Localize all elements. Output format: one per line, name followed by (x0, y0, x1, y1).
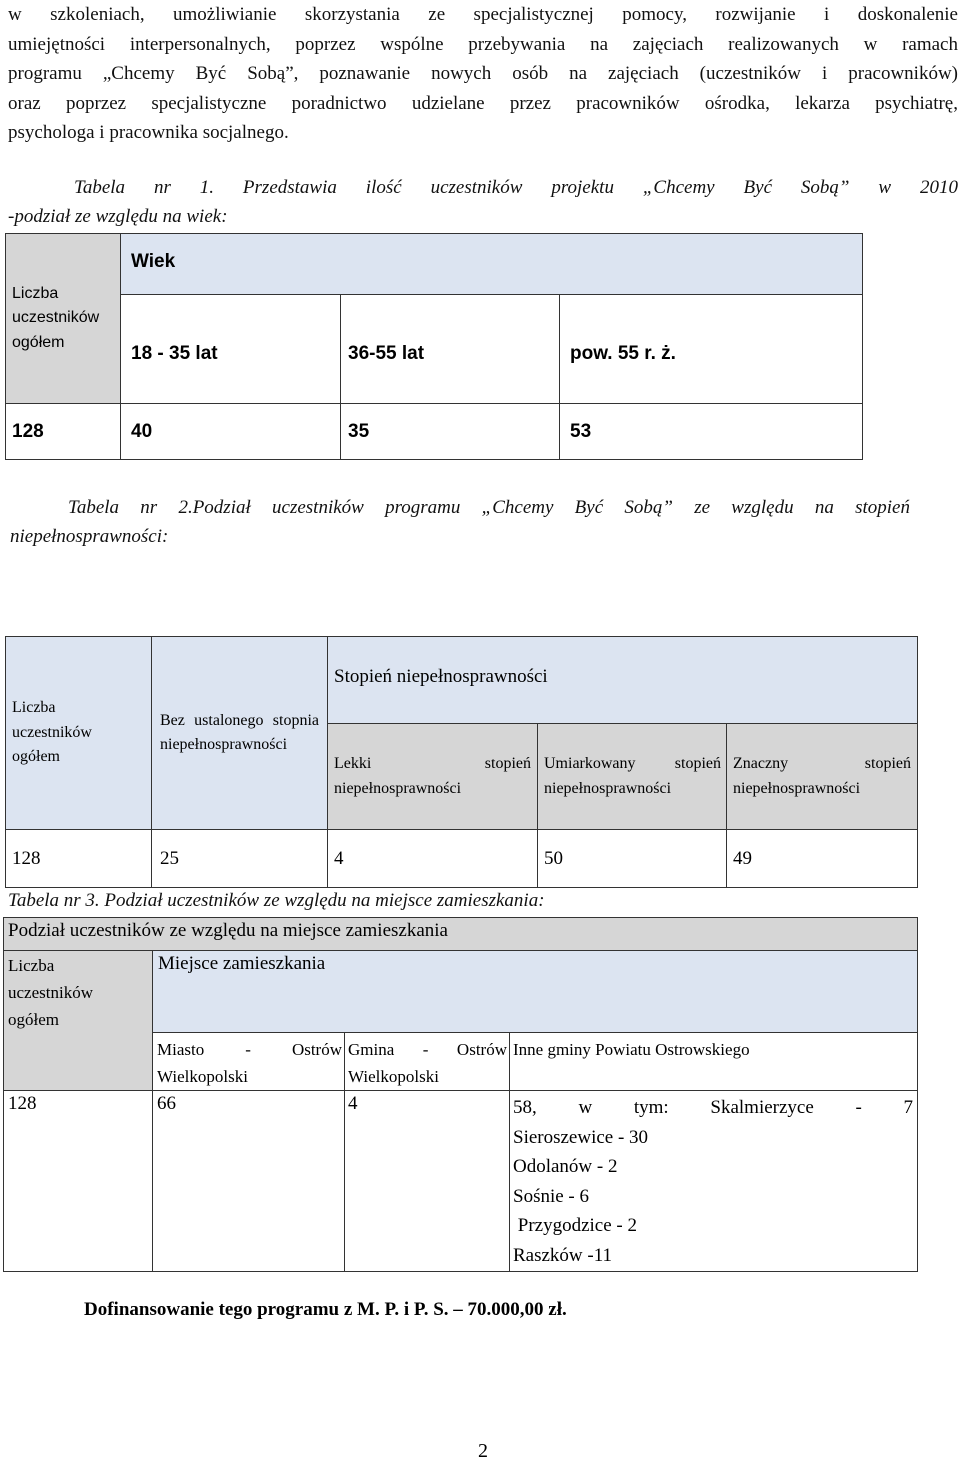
table3-total-value: 128 (8, 1093, 37, 1114)
table2-total-header-cell (6, 637, 152, 830)
city-word: Ostrów (291, 1040, 342, 1059)
table1-total-header: Liczba uczestników ogółem (12, 284, 100, 351)
other-word: 58, (513, 1097, 537, 1118)
table2-no-degree-header-cell (152, 637, 328, 830)
table2-value: 50 (544, 847, 563, 869)
table1-value: 53 (570, 420, 592, 442)
table2-degree-header-cell (328, 637, 918, 724)
other-word: Skalmierzyce (710, 1097, 814, 1118)
other-line: Raszków -11 (513, 1244, 613, 1266)
table3-city-header-cell (153, 1033, 345, 1091)
table3-city-header-line1 (157, 1036, 342, 1063)
table2-total-header: Liczba uczestników ogółem (12, 699, 92, 766)
table2-degree-cell (328, 724, 538, 830)
intro-paragraph (8, 0, 958, 148)
city-word: Miasto (157, 1040, 205, 1059)
table2-degree-label (328, 752, 537, 801)
other-word: w (578, 1097, 593, 1118)
table3-other-value (510, 1091, 917, 1271)
table3-total-header-cell (4, 951, 153, 1091)
table2-total-value: 128 (12, 847, 41, 869)
table1-age-group-cell (341, 295, 560, 404)
table2-total-value-cell (6, 830, 152, 888)
table2-no-degree-header: Bez ustalonego stopnia niepełnosprawności (160, 711, 319, 753)
other-line: Przygodzice - 2 (513, 1215, 637, 1237)
funding-note: Dofinansowanie tego programu z M. P. i P. S. – 70.000,00 zł. (84, 1299, 567, 1320)
table1-value-cell (121, 404, 341, 460)
table3 (3, 917, 918, 1272)
page-number: 2 (478, 1440, 488, 1462)
degree-word: stopień (674, 755, 721, 772)
degree-rest: niepełnosprawności (334, 779, 462, 797)
table3-gmina-header (345, 1033, 509, 1090)
table1-age-group: pow. 55 r. ż. (570, 343, 676, 364)
table2-degree-label-line1 (334, 752, 531, 777)
table2-value: 4 (334, 847, 344, 869)
degree-word: Lekki (334, 755, 372, 772)
other-word: tym: (633, 1097, 669, 1118)
gmina-word: - (422, 1040, 429, 1059)
table3-other-header: Inne gminy Powiatu Ostrowskiego (513, 1040, 750, 1059)
table1-age-group-cell (560, 295, 863, 404)
table1-value: 35 (348, 420, 370, 442)
table1-caption-line2: -podział ze względu na wiek: (8, 206, 228, 227)
intro-line: w szkoleniach, umożliwianie skorzystania ze specjalistycznej pomocy, rozwijanie i doskonalenie (8, 4, 958, 25)
table3-place-header-cell (153, 951, 918, 1033)
table1-caption (74, 173, 958, 202)
degree-word: stopień (864, 755, 911, 772)
table2-degree-cell (538, 724, 727, 830)
table2-value-cell (328, 830, 538, 888)
other-line: Sośnie - 6 (513, 1185, 589, 1207)
table3-gmina-header-cell (345, 1033, 510, 1091)
table1-total-header-cell (6, 234, 121, 404)
table3-total-value-cell (4, 1091, 153, 1272)
city-word: - (245, 1040, 251, 1059)
gmina-word: Gmina (348, 1040, 395, 1059)
table3-other-first-line (513, 1093, 913, 1123)
table3-total-header: Liczba uczestników ogółem (8, 956, 93, 1029)
other-word: - (855, 1097, 862, 1118)
degree-word: stopień (484, 755, 531, 772)
gmina-word: Wielkopolski (348, 1067, 439, 1086)
table2-degree-cell (727, 724, 918, 830)
table2-no-degree-value-cell (152, 830, 328, 888)
table3-gmina-header-line1 (348, 1036, 507, 1063)
table1-age-header: Wiek (131, 251, 176, 272)
table2-caption-line2: niepełnosprawności: (10, 526, 169, 547)
intro-line: psychologa i pracownika socjalnego. (8, 122, 289, 143)
table2-no-degree-value: 25 (160, 847, 179, 869)
table3-title: Podział uczestników ze względu na miejsce zamieszkania (8, 920, 448, 941)
table3-city-value-cell (153, 1091, 345, 1272)
other-word: 7 (903, 1097, 913, 1118)
table2-value-cell (538, 830, 727, 888)
table1 (5, 233, 863, 460)
table2-degree-label-line1 (544, 752, 721, 777)
table1-total-value-cell (6, 404, 121, 460)
table3-title-cell (4, 918, 918, 951)
table3-other-header-cell (510, 1033, 918, 1091)
degree-word: Znaczny (733, 755, 789, 772)
intro-line: oraz poprzez specjalistyczne poradnictwo udzielane przez pracowników ośrodka, lekarza psychiatrę, (8, 92, 958, 114)
table1-age-group-cell (121, 295, 341, 404)
table2-degree-header: Stopień niepełnosprawności (334, 666, 548, 687)
table1-total-value: 128 (12, 420, 44, 442)
table3-city-header (153, 1033, 344, 1090)
degree-rest: niepełnosprawności (733, 779, 861, 797)
table1-age-group: 36-55 lat (348, 343, 425, 364)
degree-rest: niepełnosprawności (544, 779, 672, 797)
gmina-word: Ostrów (456, 1040, 507, 1059)
city-word: Wielkopolski (157, 1067, 248, 1086)
table1-value-cell (560, 404, 863, 460)
other-line: Odolanów - 2 (513, 1156, 618, 1178)
table1-value: 40 (131, 420, 153, 442)
table2 (5, 636, 918, 888)
table3-caption: Tabela nr 3. Podział uczestników ze względu na miejsce zamieszkania: (8, 890, 545, 911)
intro-line: umiejętności interpersonalnych, poprzez wspólne przebywania na zajęciach realizowanych w ramach (8, 33, 958, 55)
table2-value-cell (727, 830, 918, 888)
table2-value: 49 (733, 847, 752, 869)
table2-caption (68, 493, 910, 522)
table3-gmina-value-cell (345, 1091, 510, 1272)
degree-word: Umiarkowany (544, 755, 636, 772)
table1-age-group: 18 - 35 lat (131, 343, 218, 364)
table2-caption-line1: Tabela nr 2.Podział uczestników programu „Chcemy Być Sobą” ze względu na stopień (68, 497, 910, 518)
table3-other-value-cell (510, 1091, 918, 1272)
table1-age-header-cell (121, 234, 863, 295)
table3-gmina-value: 4 (348, 1093, 358, 1114)
table2-degree-label (727, 752, 917, 801)
other-line: Sieroszewice - 30 (513, 1126, 649, 1148)
table2-degree-label-line1 (733, 752, 911, 777)
table2-degree-label (538, 752, 726, 801)
table3-city-value: 66 (157, 1093, 176, 1114)
table1-value-cell (341, 404, 560, 460)
table3-place-header: Miejsce zamieszkania (158, 953, 326, 974)
table1-caption-line1: Tabela nr 1. Przedstawia ilość uczestników projektu „Chcemy Być Sobą” w 2010 (74, 177, 958, 198)
intro-line: programu „Chcemy Być Sobą”, poznawanie nowych osób na zajęciach (uczestników i pracowników) (8, 63, 958, 84)
